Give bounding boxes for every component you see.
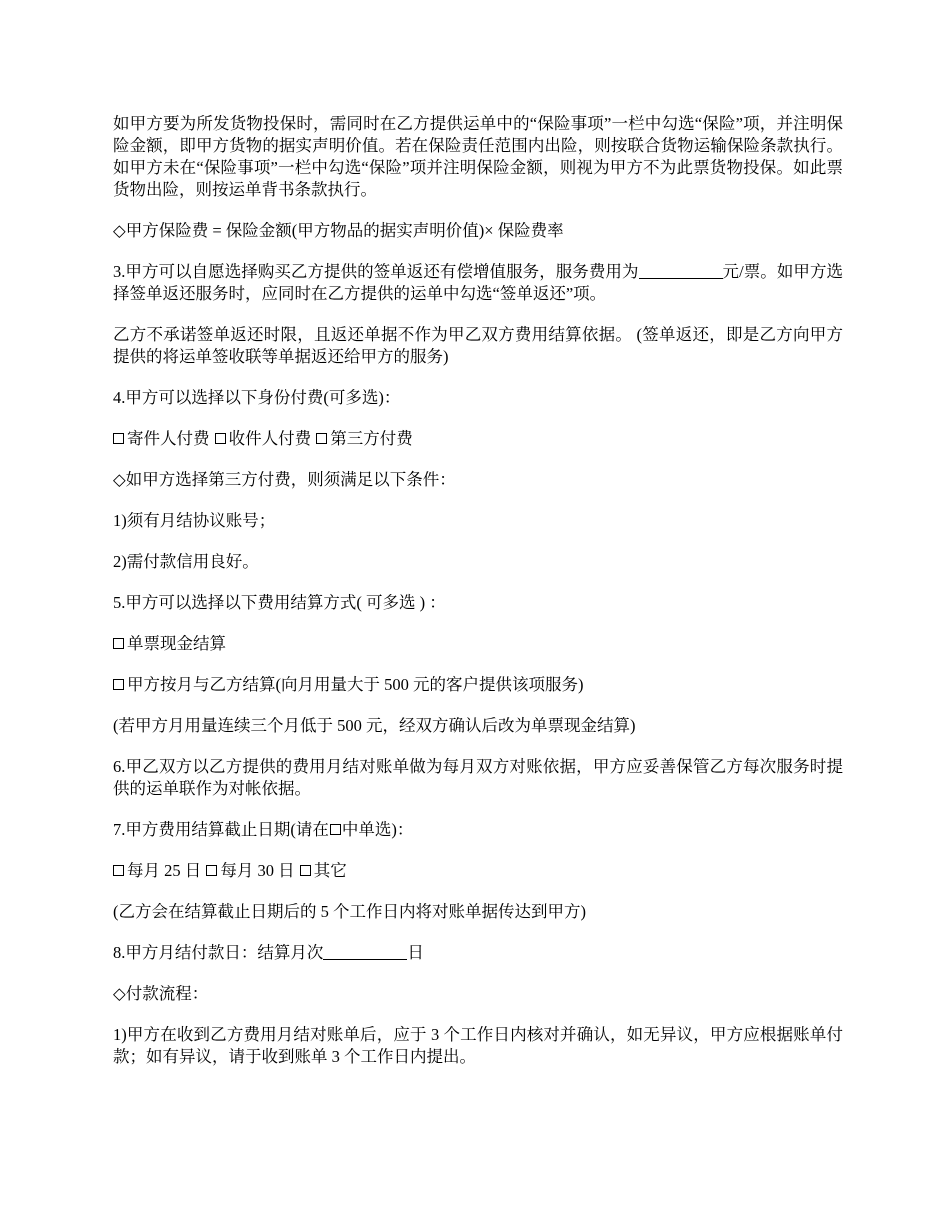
paragraph-sign-return-note: 乙方不承诺签单返还时限，且返还单据不作为甲乙双方费用结算依据。 (签单返还，即是乙方向甲方提供的将运单签收联等单据返还给甲方的服务)	[113, 325, 843, 366]
payment-step-1: 1)甲方在收到乙方费用月结对账单后，应于 3 个工作日内核对并确认，如无异议，甲方应根据账单付款；如有异议，请于收到账单 3 个工作日内提出。	[113, 1025, 843, 1066]
paragraph-payment-process: ◇付款流程：	[113, 984, 209, 1003]
option-sender-pays: 寄件人付费	[127, 429, 210, 448]
paragraph-clause-3	[113, 261, 843, 305]
settlement-option-cash	[113, 633, 843, 655]
paragraph-insurance: 如甲方要为所发货物投保时，需同时在乙方提供运单中的“保险事项”一栏中勾选“保险”项，并注明保险金额，即甲方货物的据实声明价值。若在保险责任范围内出险，则按联合货物运输保险条款执行。如甲方未在“保险事项”一栏中勾选“保险”项并注明保险金额，则视为甲方不为此票货物投保。如此票货物出险，则按运单背书条款执行。	[113, 114, 843, 199]
checkbox-third-party-pays[interactable]	[316, 433, 327, 444]
settlement-option-monthly	[113, 674, 843, 696]
paragraph-clause-5: 5.甲方可以选择以下费用结算方式( 可多选 ) ：	[113, 593, 446, 612]
paragraph-cutoff-note: (乙方会在结算截止日期后的 5 个工作日内将对账单据传达到甲方)	[113, 902, 586, 921]
condition-2: 2)需付款信用良好。	[113, 552, 259, 571]
condition-1: 1)须有月结协议账号；	[113, 511, 276, 530]
option-day-30: 每月 30 日	[220, 861, 295, 880]
fee-blank[interactable]	[639, 262, 723, 279]
document-body	[113, 113, 843, 1087]
option-day-25: 每月 25 日	[127, 861, 202, 880]
checkbox-monthly-settlement[interactable]	[113, 679, 124, 690]
checkbox-other[interactable]	[300, 865, 311, 876]
checkbox-receiver-pays[interactable]	[215, 433, 226, 444]
checkbox-day-25[interactable]	[113, 865, 124, 876]
checkbox-sender-pays[interactable]	[113, 433, 124, 444]
paragraph-clause-8	[113, 942, 843, 964]
paragraph-clause-6: 6.甲乙双方以乙方提供的费用月结对账单做为每月双方对账依据，甲方应妥善保管乙方每次服务时提供的运单联作为对帐依据。	[113, 757, 843, 798]
option-cash-settlement: 单票现金结算	[127, 634, 226, 653]
paragraph-monthly-note: (若甲方月用量连续三个月低于 500 元，经双方确认后改为单票现金结算)	[113, 716, 636, 735]
checkbox-glyph-inline	[330, 824, 341, 835]
paragraph-clause-4: 4.甲方可以选择以下身份付费(可多选)：	[113, 388, 401, 407]
clause-8-text-a: 8.甲方月结付款日：结算月次	[113, 943, 324, 962]
clause-7-text-a: 7.甲方费用结算截止日期(请在	[113, 820, 329, 839]
cutoff-options	[113, 860, 843, 882]
checkbox-day-30[interactable]	[206, 865, 217, 876]
option-other: 其它	[313, 861, 347, 880]
paragraph-third-party-conditions: ◇如甲方选择第三方付费，则须满足以下条件：	[113, 470, 456, 489]
paragraph-insurance-formula: ◇甲方保险费 = 保险金额(甲方物品的据实声明价值)× 保险费率	[113, 221, 564, 240]
payment-day-blank[interactable]	[323, 943, 407, 960]
clause-3-text-b: 元/票。如甲方选择签单返还服务时，应同时在乙方提供的运单中勾选“签单返还”项。	[113, 262, 843, 303]
checkbox-cash-settlement[interactable]	[113, 638, 124, 649]
option-receiver-pays: 收件人付费	[228, 429, 312, 448]
option-third-party-pays: 第三方付费	[330, 429, 413, 448]
payer-options	[113, 428, 843, 450]
clause-7-text-b: 中单选)：	[341, 820, 414, 839]
clause-8-text-b: 日	[407, 943, 424, 962]
option-monthly-settlement: 甲方按月与乙方结算(向月用量大于 500 元的客户提供该项服务)	[127, 675, 584, 694]
clause-3-text-a: 3.甲方可以自愿选择购买乙方提供的签单返还有偿增值服务，服务费用为	[113, 262, 639, 281]
paragraph-clause-7	[113, 819, 843, 841]
